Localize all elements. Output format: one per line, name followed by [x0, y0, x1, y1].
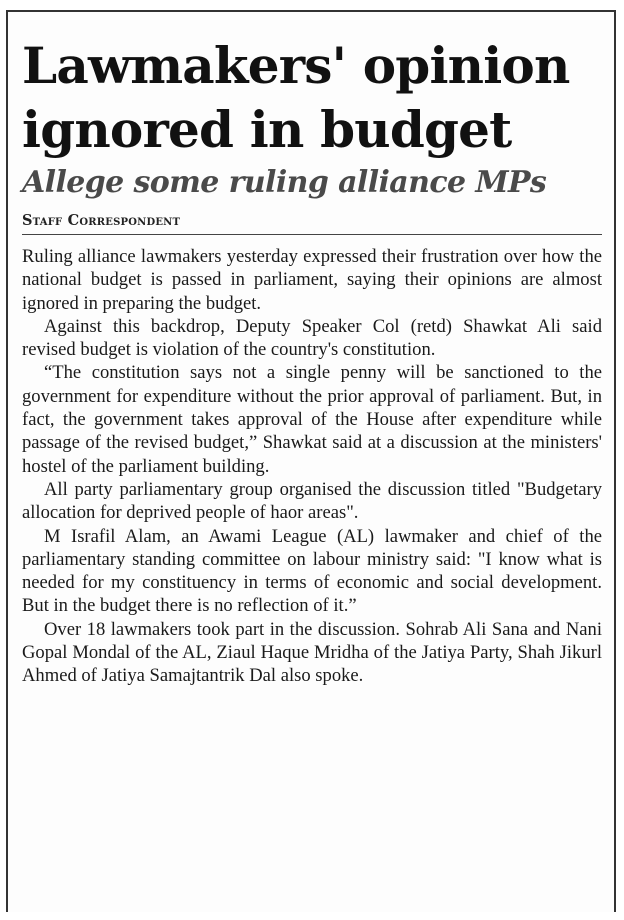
article-paragraph: Against this backdrop, Deputy Speaker Col (retd) Shawkat Ali said revised budget is violation of the country's constitution.: [22, 315, 602, 361]
article-headline: Lawmakers' opinion ignored in budget: [22, 36, 570, 159]
news-clipping: [6, 10, 616, 912]
article-byline: Staff Correspondent: [22, 212, 602, 235]
article-body: [22, 245, 602, 688]
article-paragraph: Ruling alliance lawmakers yesterday expressed their frustration over how the national budget is passed in parliament, saying their opinions are almost ignored in preparing the budget.: [22, 246, 602, 314]
article-paragraph: “The constitution says not a single penny will be sanctioned to the government for expenditure without the prior approval of parliament. But, in fact, the government takes approval of the House after expenditure while passage of the revised budget,” Shawkat said at a discussion at the ministers' hostel of the parliament building.: [22, 362, 602, 477]
article-paragraph: Over 18 lawmakers took part in the discussion. Sohrab Ali Sana and Nani Gopal Mondal of the AL, Ziaul Haque Mridha of the Jatiya Party, Shah Jikurl Ahmed of Jatiya Samajtantrik Dal also spoke.: [22, 618, 602, 687]
article-subheadline: Allege some ruling alliance MPs: [22, 165, 547, 200]
article-paragraph: All party parliamentary group organised the discussion titled "Budgetary allocation for deprived people of haor areas".: [22, 478, 602, 524]
article-paragraph: M Israfil Alam, an Awami League (AL) lawmaker and chief of the parliamentary standing committee on labour ministry said: "I know what is needed for my constituency in terms of economic and social development. But in the budget there is no reflection of it.”: [22, 525, 602, 617]
